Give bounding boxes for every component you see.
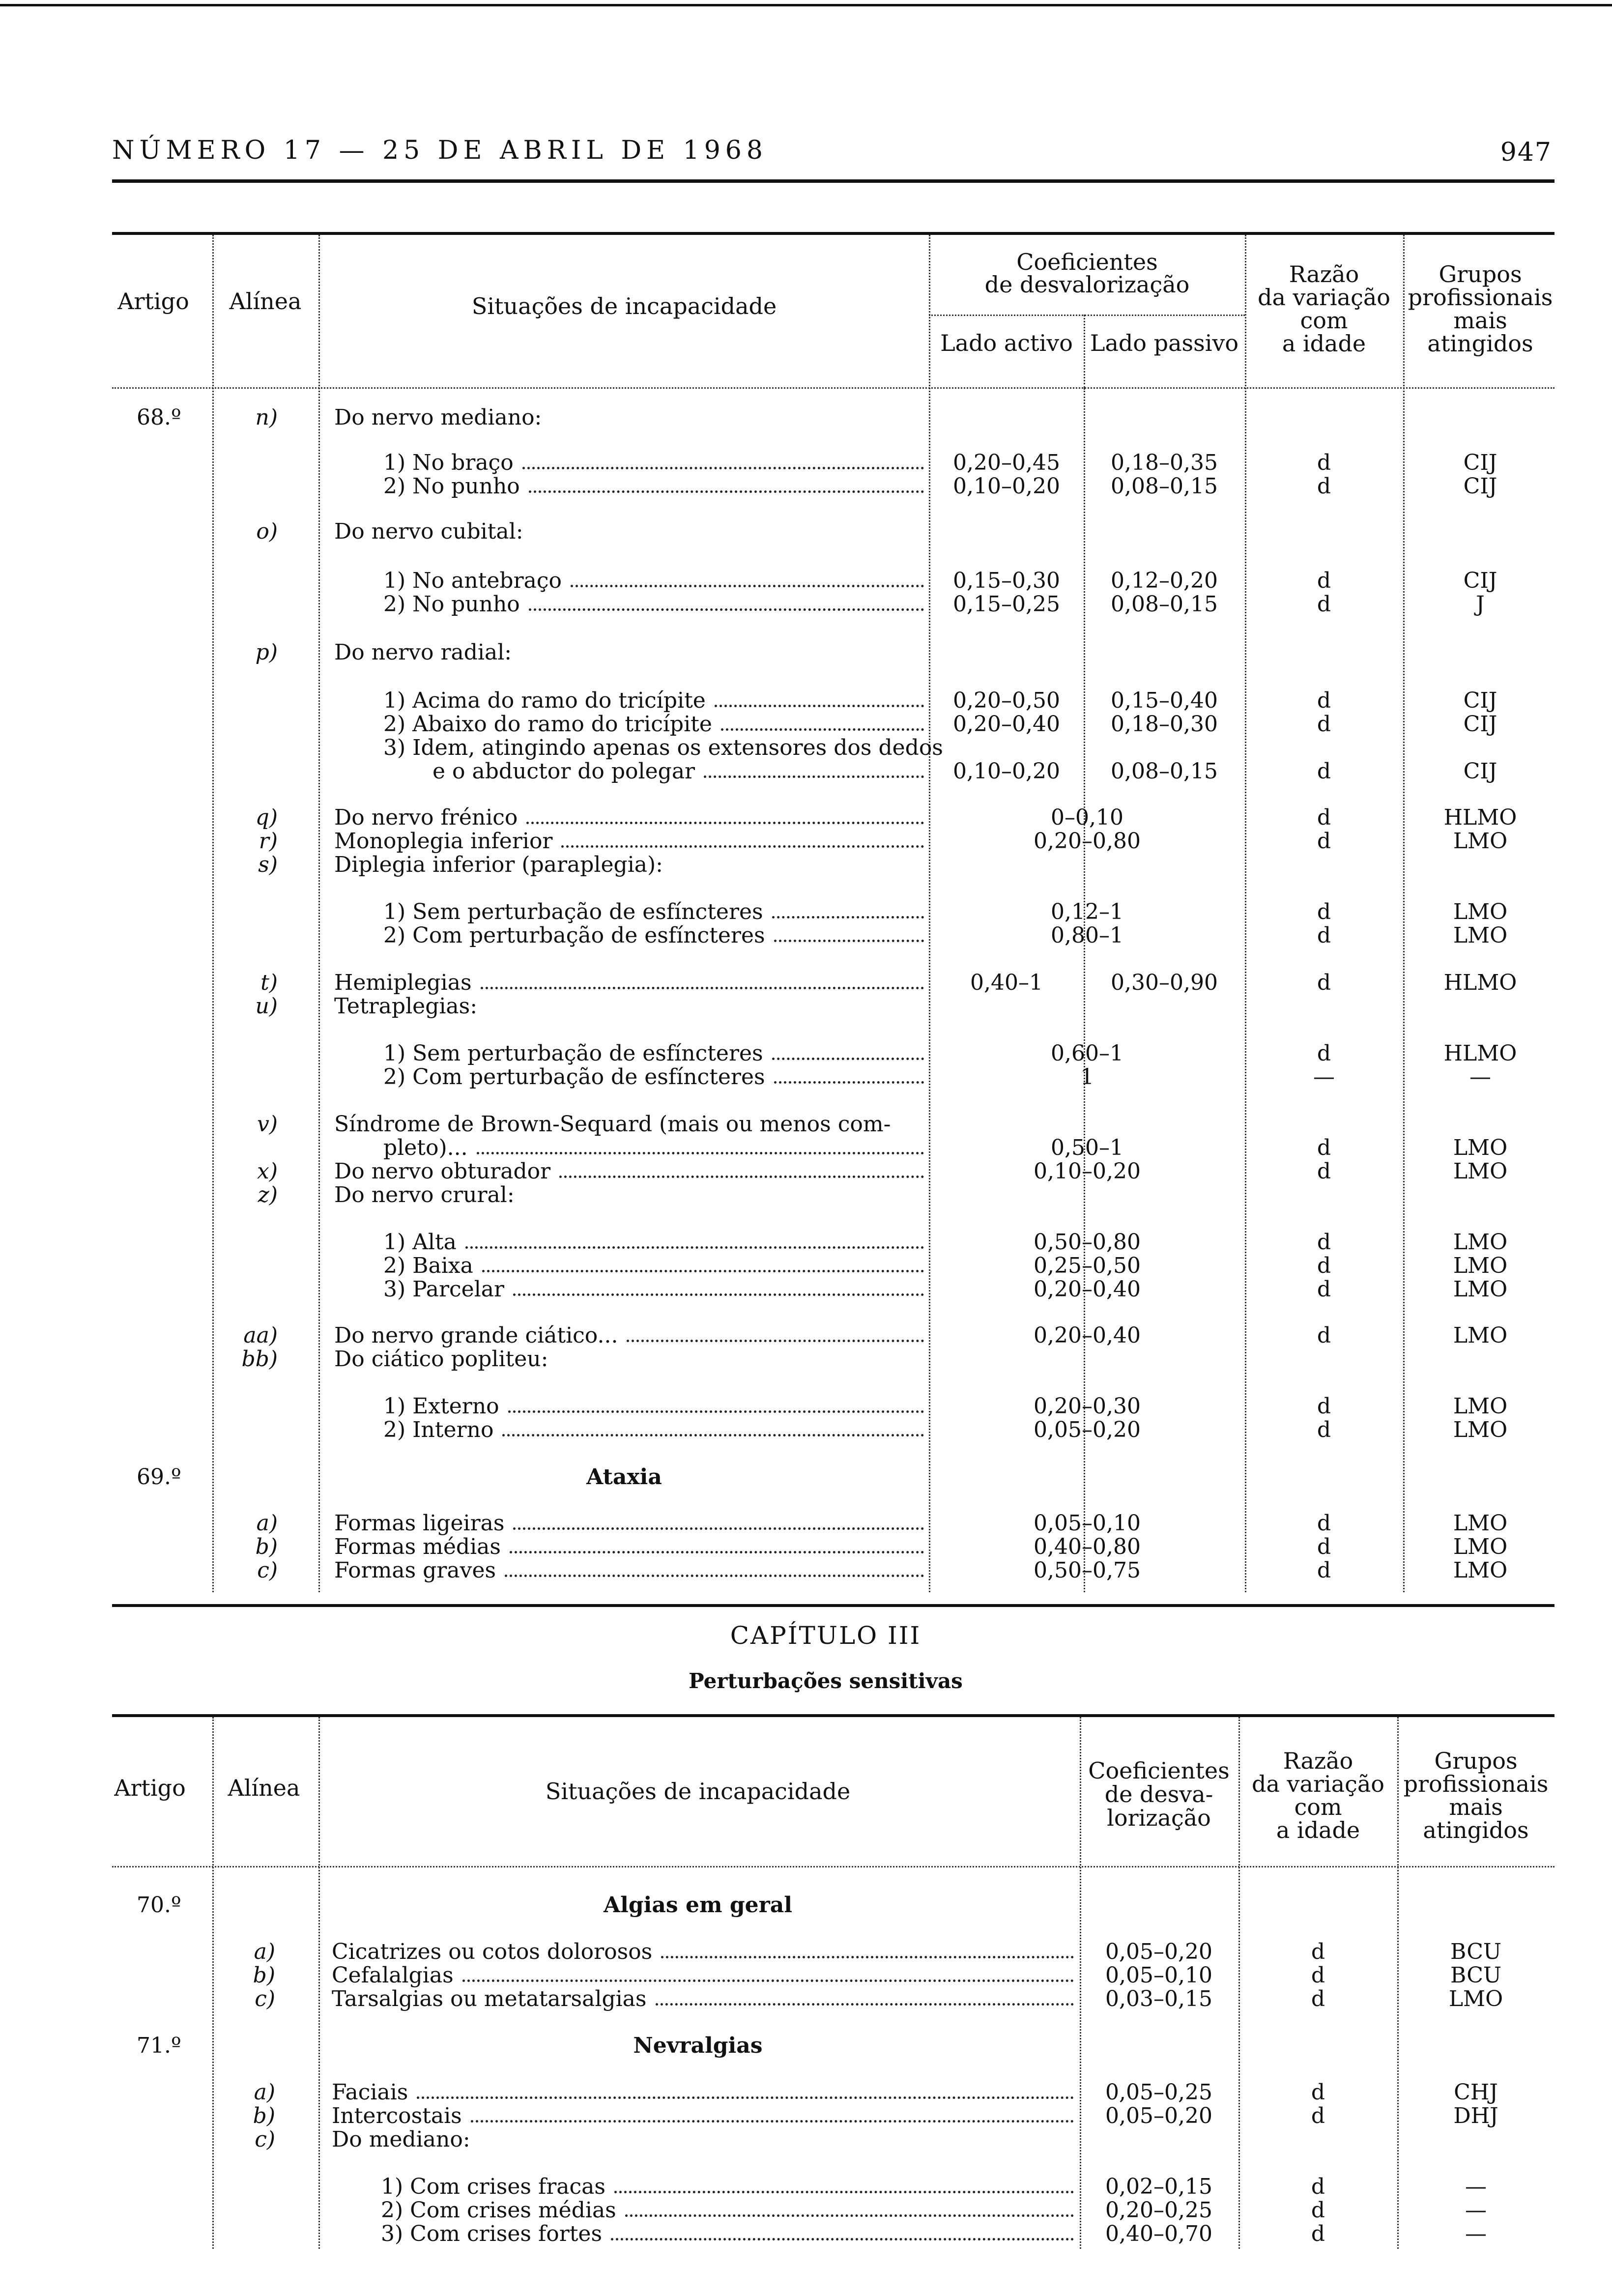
lado-passivo-value: 0,18–0,35 — [1111, 450, 1218, 475]
dot-leader — [477, 1152, 924, 1154]
lado-passivo-value: 0,08–0,15 — [1111, 759, 1218, 784]
razao-value: d — [1317, 1253, 1331, 1278]
grupos-value: LMO — [1453, 829, 1508, 854]
grupos-value: LMO — [1453, 1534, 1508, 1559]
coeficiente-value: 0,40–0,70 — [1105, 2221, 1212, 2246]
razao-value: d — [1317, 568, 1331, 593]
grupos-value: LMO — [1453, 1253, 1508, 1278]
table2-divider — [1238, 1717, 1240, 2249]
situacao-text: 1) Alta — [383, 1230, 457, 1255]
dot-leader — [627, 1340, 924, 1342]
situacao-text: Formas graves — [334, 1558, 496, 1583]
alinea-label: b) — [253, 2103, 275, 2128]
lado-passivo-value: 0,18–0,30 — [1111, 712, 1218, 737]
dot-leader — [529, 608, 924, 611]
lado-passivo-value: 0,30–0,90 — [1111, 970, 1218, 995]
lado-activo-value: 0,10–0,20 — [953, 759, 1060, 784]
grupos-value: CIJ — [1463, 688, 1497, 713]
grupos-value: CIJ — [1463, 450, 1497, 475]
table1-bottom-rule — [112, 1604, 1554, 1607]
lado-activo-value: 0,40–1 — [970, 970, 1043, 995]
table2-divider — [1397, 1717, 1399, 2249]
situacao-text: 3) Idem, atingindo apenas os extensores dos dedos — [383, 735, 943, 760]
table2-header-alinea: Alínea — [228, 1775, 300, 1801]
situacao-text: Do nervo crural: — [334, 1182, 515, 1207]
razao-value: d — [1317, 759, 1331, 784]
table2-divider — [1080, 1717, 1081, 2249]
coeficiente-value: 0,05–0,20 — [1105, 1939, 1212, 1964]
alinea-label: s) — [258, 852, 278, 877]
lado-passivo-value: 0,08–0,15 — [1111, 592, 1218, 617]
table2-top-rule — [112, 1714, 1554, 1717]
table2-header-grupos: atingidos — [1423, 1817, 1529, 1843]
lado-activo-value: 0,15–0,25 — [953, 592, 1060, 617]
coeficiente-value: 0,05–0,10 — [1105, 1963, 1212, 1988]
table2-divider — [212, 1717, 214, 2249]
razao-value: d — [1311, 2174, 1325, 2199]
table1-header-rule — [112, 387, 1554, 389]
table2-header-grupos: Grupos — [1434, 1748, 1518, 1774]
razao-value: d — [1317, 450, 1331, 475]
dot-leader — [417, 2096, 1074, 2099]
grupos-value: — — [1465, 2221, 1487, 2246]
dot-leader — [471, 2120, 1074, 2123]
table1-header-lado-passivo: Lado passivo — [1090, 330, 1239, 356]
dot-leader — [505, 1575, 924, 1577]
lado-passivo-value: 0,08–0,15 — [1111, 474, 1218, 499]
dot-leader — [481, 987, 924, 989]
grupos-value: CIJ — [1463, 759, 1497, 784]
coeficiente-value: 0,50–0,75 — [1034, 1558, 1141, 1583]
coeficiente-value: 0,80–1 — [1051, 923, 1123, 948]
dot-leader — [513, 1527, 924, 1530]
alinea-label: q) — [255, 805, 278, 830]
dot-leader — [465, 1246, 924, 1249]
coeficiente-value: 0,10–0,20 — [1034, 1159, 1141, 1184]
situacao-text: 1) Acima do ramo do tricípite — [383, 688, 706, 713]
razao-value: d — [1317, 970, 1331, 995]
situacao-text: 2) Com perturbação de esfíncteres — [383, 923, 765, 948]
razao-value: d — [1317, 1135, 1331, 1160]
situacao-text: Diplegia inferior (paraplegia): — [334, 852, 663, 877]
coeficiente-value: 0,05–0,25 — [1105, 2080, 1212, 2105]
table1-header-coef: de desvalorização — [984, 271, 1190, 298]
razao-value: d — [1317, 829, 1331, 854]
grupos-value: LMO — [1453, 1159, 1508, 1184]
top-border — [0, 4, 1612, 6]
dot-leader — [482, 1270, 924, 1272]
dot-leader — [661, 1956, 1074, 1958]
table2-header-razao: da variação — [1252, 1771, 1384, 1797]
running-title: NÚMERO 17 — 25 DE ABRIL DE 1968 — [112, 136, 768, 165]
table1-header-razao: com — [1300, 307, 1348, 334]
razao-value: d — [1311, 2221, 1325, 2246]
situacao-text: Hemiplegias — [334, 970, 472, 995]
situacao-text: Cicatrizes ou cotos dolorosos — [332, 1939, 653, 1964]
grupos-value: LMO — [1453, 1417, 1508, 1442]
lado-activo-value: 0,10–0,20 — [953, 474, 1060, 499]
section-heading: Ataxia — [586, 1464, 662, 1490]
razao-value: d — [1317, 899, 1331, 924]
grupos-value: LMO — [1453, 1230, 1508, 1255]
table2-header-coef: Coeficientes — [1088, 1757, 1230, 1784]
table1-header-alinea: Alínea — [229, 288, 302, 315]
razao-value: d — [1317, 1041, 1331, 1066]
alinea-label: r) — [259, 829, 278, 854]
grupos-value: HLMO — [1443, 805, 1517, 830]
razao-value: d — [1317, 1534, 1331, 1559]
dot-leader — [704, 775, 924, 778]
section-heading: Algias em geral — [604, 1893, 792, 1918]
table1-header-razao: Razão — [1289, 261, 1359, 287]
alinea-label: u) — [255, 994, 278, 1019]
alinea-label: bb) — [241, 1347, 278, 1372]
table1-divider — [212, 235, 214, 1592]
artigo-number: 69.º — [137, 1464, 181, 1490]
situacao-text: Formas ligeiras — [334, 1511, 505, 1536]
lado-activo-value: 0,20–0,40 — [953, 712, 1060, 737]
situacao-text: 1) Externo — [383, 1394, 499, 1419]
razao-value: d — [1311, 1986, 1325, 2011]
table2-header-coef: lorização — [1107, 1805, 1211, 1831]
situacao-text: 2) No punho — [383, 474, 520, 499]
situacao-text: 2) Baixa — [383, 1253, 473, 1278]
dot-leader — [559, 1176, 924, 1178]
situacao-text: Do nervo obturador — [334, 1159, 551, 1184]
grupos-value: J — [1476, 592, 1485, 617]
coeficiente-value: 0,40–0,80 — [1034, 1534, 1141, 1559]
table2-header-rule — [112, 1866, 1554, 1867]
table1-header-razao: da variação — [1258, 284, 1390, 311]
coeficiente-value: 0,50–0,80 — [1034, 1230, 1141, 1255]
dot-leader — [774, 1081, 924, 1084]
dot-leader — [656, 2003, 1074, 2006]
situacao-text: Tarsalgias ou metatarsalgias — [332, 1986, 647, 2011]
dot-leader — [508, 1410, 924, 1413]
dot-leader — [715, 705, 924, 707]
razao-value: d — [1317, 1323, 1331, 1348]
razao-value: d — [1311, 2103, 1325, 2128]
alinea-label: b) — [253, 1963, 275, 1988]
razao-value: d — [1317, 712, 1331, 737]
situacao-text: Do nervo radial: — [334, 640, 512, 665]
table2-header-grupos: mais — [1449, 1794, 1503, 1820]
dot-leader — [611, 2238, 1074, 2240]
alinea-label: o) — [256, 519, 278, 544]
situacao-text: 2) Interno — [383, 1417, 494, 1442]
coeficiente-value: 0,20–0,30 — [1034, 1394, 1141, 1419]
situacao-text: e o abductor do polegar — [432, 759, 695, 784]
razao-value: — — [1313, 1064, 1335, 1090]
table2-divider — [318, 1717, 320, 2249]
coeficiente-value: 0,03–0,15 — [1105, 1986, 1212, 2011]
table1-header-coef: Coeficientes — [1016, 249, 1158, 275]
grupos-value: LMO — [1453, 899, 1508, 924]
razao-value: d — [1317, 688, 1331, 713]
coeficiente-value: 0,20–0,40 — [1034, 1323, 1141, 1348]
grupos-value: — — [1465, 2198, 1487, 2223]
situacao-text: Do nervo frénico — [334, 805, 518, 830]
razao-value: d — [1317, 1417, 1331, 1442]
grupos-value: LMO — [1453, 1135, 1508, 1160]
alinea-label: x) — [257, 1159, 278, 1184]
dot-leader — [614, 2191, 1074, 2193]
situacao-text: 2) Abaixo do ramo do tricípite — [383, 712, 712, 737]
grupos-value: LMO — [1453, 923, 1508, 948]
grupos-value: BCU — [1450, 1963, 1501, 1988]
header-rule — [112, 179, 1554, 183]
table1-divider — [929, 235, 930, 1592]
razao-value: d — [1311, 2198, 1325, 2223]
razao-value: d — [1317, 923, 1331, 948]
table2-header-situacoes: Situações de incapacidade — [545, 1778, 851, 1805]
coeficiente-value: 0,60–1 — [1051, 1041, 1123, 1066]
grupos-value: LMO — [1453, 1558, 1508, 1583]
dot-leader — [522, 467, 924, 469]
coeficiente-value: 1 — [1080, 1064, 1094, 1090]
alinea-label: p) — [255, 640, 278, 665]
situacao-text: Intercostais — [332, 2103, 462, 2128]
situacao-text: 2) No punho — [383, 592, 520, 617]
grupos-value: LMO — [1453, 1511, 1508, 1536]
grupos-value: HLMO — [1443, 970, 1517, 995]
razao-value: d — [1317, 1558, 1331, 1583]
dot-leader — [571, 585, 924, 587]
razao-value: d — [1317, 1159, 1331, 1184]
alinea-label: n) — [255, 405, 278, 430]
page-number: 947 — [1500, 138, 1552, 167]
grupos-value: LMO — [1453, 1323, 1508, 1348]
coeficiente-value: 0,05–0,10 — [1034, 1511, 1141, 1536]
artigo-number: 68.º — [137, 405, 181, 430]
grupos-value: LMO — [1453, 1394, 1508, 1419]
table2-header-coef: de desva- — [1104, 1781, 1213, 1808]
dot-leader — [625, 2214, 1074, 2217]
situacao-text: Do nervo cubital: — [334, 519, 523, 544]
table1-header-grupos: atingidos — [1427, 330, 1533, 357]
dot-leader — [513, 1293, 924, 1296]
chapter-subtitle: Perturbações sensitivas — [689, 1669, 963, 1693]
dot-leader — [772, 916, 924, 918]
dot-leader — [502, 1434, 924, 1436]
table2-header-artigo: Artigo — [114, 1775, 186, 1801]
situacao-text: Do nervo grande ciático... — [334, 1323, 618, 1348]
grupos-value: BCU — [1450, 1939, 1501, 1964]
situacao-text: 1) Sem perturbação de esfíncteres — [383, 1041, 763, 1066]
coeficiente-value: 0,20–0,40 — [1034, 1277, 1141, 1302]
alinea-label: c) — [255, 2127, 275, 2152]
table1-header-situacoes: Situações de incapacidade — [471, 293, 777, 319]
table1-divider — [1084, 315, 1085, 388]
table1-divider — [1245, 235, 1246, 1592]
grupos-value: CIJ — [1463, 568, 1497, 593]
grupos-value: CIJ — [1463, 474, 1497, 499]
alinea-label: c) — [257, 1558, 278, 1583]
situacao-text: 1) No braço — [383, 450, 514, 475]
table1-divider — [318, 235, 320, 1592]
table1-header-lado-activo: Lado activo — [940, 330, 1073, 356]
alinea-label: b) — [255, 1534, 278, 1559]
table1-header-razao: a idade — [1282, 330, 1366, 357]
coeficiente-value: 0,25–0,50 — [1034, 1253, 1141, 1278]
table1-header-artigo: Artigo — [117, 288, 189, 315]
lado-activo-value: 0,20–0,45 — [953, 450, 1060, 475]
lado-activo-value: 0,20–0,50 — [953, 688, 1060, 713]
razao-value: d — [1317, 474, 1331, 499]
lado-passivo-value: 0,12–0,20 — [1111, 568, 1218, 593]
razao-value: d — [1317, 1230, 1331, 1255]
situacao-text: 1) No antebraço — [383, 568, 562, 593]
coeficiente-value: 0,20–0,80 — [1034, 829, 1141, 854]
table2-header-razao: Razão — [1283, 1748, 1353, 1774]
dot-leader — [526, 822, 924, 824]
dot-leader — [772, 1058, 924, 1060]
table2-header-razao: a idade — [1276, 1817, 1360, 1843]
razao-value: d — [1317, 1277, 1331, 1302]
dot-leader — [774, 940, 924, 942]
alinea-label: aa) — [243, 1323, 278, 1348]
lado-passivo-value: 0,15–0,40 — [1111, 688, 1218, 713]
situacao-text: Do nervo mediano: — [334, 405, 542, 430]
alinea-label: c) — [255, 1986, 275, 2011]
grupos-value: LMO — [1453, 1277, 1508, 1302]
razao-value: d — [1317, 592, 1331, 617]
situacao-text: 2) Com perturbação de esfíncteres — [383, 1064, 765, 1090]
situacao-text: Cefalalgias — [332, 1963, 454, 1988]
situacao-text: Do ciático popliteu: — [334, 1347, 548, 1372]
situacao-text: 1) Com crises fracas — [381, 2174, 605, 2199]
grupos-value: — — [1469, 1064, 1491, 1090]
artigo-number: 71.º — [137, 2033, 181, 2058]
grupos-value: DHJ — [1453, 2103, 1498, 2128]
situacao-text: Tetraplegias: — [334, 994, 478, 1019]
situacao-text: pleto)... — [383, 1135, 468, 1160]
table1-top-rule — [112, 232, 1554, 235]
alinea-label: a) — [254, 2080, 275, 2105]
razao-value: d — [1317, 1394, 1331, 1419]
situacao-text: Síndrome de Brown-Sequard (mais ou menos com- — [334, 1112, 891, 1137]
alinea-label: a) — [256, 1511, 278, 1536]
coeficiente-value: 0,50–1 — [1051, 1135, 1123, 1160]
situacao-text: Monoplegia inferior — [334, 829, 553, 854]
situacao-text: 3) Com crises fortes — [381, 2221, 603, 2246]
razao-value: d — [1317, 1511, 1331, 1536]
table1-header-grupos: mais — [1453, 307, 1507, 334]
situacao-text: Faciais — [332, 2080, 408, 2105]
table1-divider — [1403, 235, 1405, 1592]
dot-leader — [462, 1980, 1074, 1982]
coeficiente-value: 0,12–1 — [1051, 899, 1123, 924]
alinea-label: z) — [258, 1182, 278, 1207]
coeficiente-value: 0,05–0,20 — [1034, 1417, 1141, 1442]
situacao-text: Formas médias — [334, 1534, 501, 1559]
grupos-value: — — [1465, 2174, 1487, 2199]
grupos-value: CHJ — [1454, 2080, 1498, 2105]
coeficiente-value: 0–0,10 — [1051, 805, 1123, 830]
grupos-value: HLMO — [1443, 1041, 1517, 1066]
alinea-label: t) — [260, 970, 278, 995]
lado-activo-value: 0,15–0,30 — [953, 568, 1060, 593]
alinea-label: v) — [257, 1112, 278, 1137]
razao-value: d — [1311, 2080, 1325, 2105]
alinea-label: a) — [254, 1939, 275, 1964]
grupos-value: CIJ — [1463, 712, 1497, 737]
razao-value: d — [1317, 805, 1331, 830]
coeficiente-value: 0,05–0,20 — [1105, 2103, 1212, 2128]
table1-coef-subrule — [929, 315, 1245, 316]
table1-header-grupos: profissionais — [1408, 284, 1553, 311]
situacao-text: 1) Sem perturbação de esfíncteres — [383, 899, 763, 924]
razao-value: d — [1311, 1963, 1325, 1988]
section-heading: Nevralgias — [633, 2033, 763, 2058]
situacao-text: 2) Com crises médias — [381, 2198, 616, 2223]
dot-leader — [510, 1551, 924, 1553]
coeficiente-value: 0,02–0,15 — [1105, 2174, 1212, 2199]
situacao-text: Do mediano: — [332, 2127, 470, 2152]
table1-header-grupos: Grupos — [1439, 261, 1522, 287]
chapter-title: CAPÍTULO III — [730, 1621, 921, 1650]
table2-header-razao: com — [1294, 1794, 1342, 1820]
razao-value: d — [1311, 1939, 1325, 1964]
situacao-text: 3) Parcelar — [383, 1277, 505, 1302]
table2-header-grupos: profissionais — [1403, 1771, 1549, 1797]
coeficiente-value: 0,20–0,25 — [1105, 2198, 1212, 2223]
artigo-number: 70.º — [137, 1893, 181, 1918]
dot-leader — [721, 728, 924, 731]
dot-leader — [529, 490, 924, 493]
dot-leader — [561, 845, 924, 848]
grupos-value: LMO — [1448, 1986, 1503, 2011]
